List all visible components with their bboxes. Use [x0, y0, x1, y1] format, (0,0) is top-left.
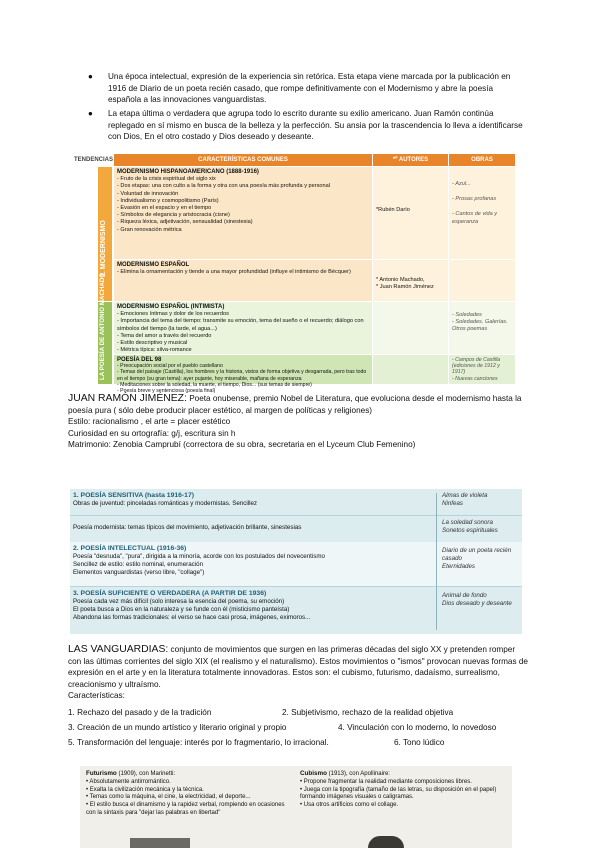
cubismo-image — [368, 836, 404, 848]
line: - Métrica típica: silva-romance — [117, 347, 192, 354]
line: - Elimina la ornamentación y tiende a una mayor profundidad (influye el intimismo de Bécquer) — [117, 269, 351, 276]
line: • Exalta la civilización mecánica y la técnica. — [86, 786, 204, 793]
line: - Importancia del tema del tiempo: transmite su emoción, tema del sueño o el recuerdo; diálogo con símbolos del tiempo (la tarde, el agua...) — [117, 318, 364, 332]
bio-line: Estilo: racionalismo , el arte = placer estético — [68, 417, 231, 426]
table-row — [70, 586, 522, 634]
line: • Temas como la máquina, el cine, la electricidad, el deporte... — [86, 794, 251, 801]
work: Animal de fondo — [442, 592, 487, 599]
table-row — [70, 542, 522, 586]
work: - Nuevas canciones — [452, 375, 498, 382]
header-tendencias: TENDENCIAS — [70, 154, 114, 166]
bio-block — [68, 393, 528, 451]
line: - Evasión en el espacio y en el tiempo — [117, 205, 212, 212]
bio-intro: Poeta onubense, premio Nobel de Literatura, que evoluciona desde el modernismo hasta la poesía pura ( sólo debe producir placer estético, al margen de políticas y religiones) — [68, 394, 522, 415]
line: • Usa otros artificios como el collage. — [300, 802, 399, 809]
line: Abandona las formas tradicionales: el verso se hace casi prosa, imágenes, eximoros... — [73, 614, 311, 621]
author: * Antonio Machado, * Juan Ramón Jiménez — [376, 277, 434, 291]
column-title: Cubismo — [300, 770, 327, 777]
work: Sonetos espirituales — [442, 527, 498, 534]
line: - Temas del paisaje (Castilla), los hombres y la historia, vistos de forma objetiva y desgarrada, pero tras todo en el tiempo (su gran tema): ayer pujante, hoy miserable, mañana de esperanza — [117, 369, 367, 382]
juan-ramon-table — [70, 489, 522, 634]
bullet-item-1 — [88, 71, 528, 106]
futurismo-image — [130, 838, 190, 848]
line: - Fruto de la crisis espiritual del siglo xix — [117, 176, 216, 183]
vanguardias-intro: conjunto de movimientos que surgen en las primeras décadas del siglo XX y pretenden romper con las últimas corrientes del siglo XIX (el realismo y el naturalismo). Estos movimientos o "ismos" provocan nuevas formas de expresión en el arte y en la literatura totalmente innovadoras. Estos son: el cubismo, futurismo, dadaísmo, surrealismo, creacionismo y ultraísmo. — [68, 645, 528, 689]
work: - Prosas profanas — [452, 196, 497, 203]
row-title: 2. POESÍA INTELECTUAL (1916-36) — [73, 545, 187, 552]
header-autores: *º AUTORES — [373, 154, 448, 166]
row-char — [114, 167, 372, 259]
caract-item: 6. Tono lúdico — [394, 738, 445, 747]
line: Sencillez de estilo: estilo nominal, enumeración — [73, 561, 204, 568]
caract-item: 2. Subjetivismo, rechazo de la realidad objetiva — [282, 708, 454, 717]
row-title: MODERNISMO ESPAÑOL (INTIMISTA) — [117, 304, 225, 310]
cubismo-column — [300, 770, 500, 810]
line: Poesía modernista: temas típicos del movimiento, adjetivación brillante, sinestesias — [73, 524, 302, 531]
row-author — [373, 167, 448, 259]
modernismo-table — [70, 154, 515, 395]
bullet-text: Una época intelectual, expresión de la experiencia sin retórica. Esta etapa viene marcada por la publicación en 1916 de Diario de un poeta recién casado, que rompe definitivamente con el Modernismo y abre la poesía española a las innovaciones vanguardistas. — [108, 72, 511, 105]
bullet-text: La etapa última o verdadera que agrupa todo lo escrito durante su exilio americano. Juan Ramón continúa replegado en sí mismo en busca de la belleza y la perfección. Su ansia por la trascendencia lo lleva a identificarse con Dios, En el otro costado y Dios deseado y deseante. — [108, 109, 523, 142]
vanguardias-panel — [80, 766, 512, 848]
row-title: POESÍA DEL 98 — [117, 357, 162, 363]
futurismo-column — [86, 770, 286, 818]
line: • Propone fragmentar la realidad mediante composiciones libres. — [300, 778, 472, 785]
line: Poesía "desnuda", "pura", dirigida a la minoría, acorde con los postulados del novecentismo — [73, 553, 325, 560]
line: - Voluntad de innovación — [117, 190, 179, 197]
work: La soledad sonora — [442, 519, 493, 526]
column-title: Futurismo — [86, 770, 117, 777]
work: - Cantos de vida y esperanza — [452, 211, 498, 225]
table-row — [70, 515, 522, 542]
line: Obras de juventud: pinceladas románticas y modernistas. Sencillez — [73, 500, 257, 507]
work: Diario de un poeta recién casado — [442, 547, 512, 562]
bullet-icon: ● — [88, 72, 93, 81]
work: - Campos de Castilla (ediciones de 1912 y 1917) — [452, 357, 501, 376]
caract-label: Características: — [68, 691, 125, 700]
line: - Preocupación social por el pueblo castellano — [117, 363, 223, 370]
line: - Riqueza léxica, adjetivación, sensualidad (sinestesia) — [117, 219, 253, 226]
column-divider — [436, 493, 437, 630]
row-title: 3. POESÍA SUFICIENTE O VERDADERA (A PARTIR DE 1936) — [73, 590, 267, 597]
line: - Dos etapas: una con culto a la forma y otra con una poesía más profunda y personal — [117, 183, 330, 190]
line: • Absolutamente antirromántico. — [86, 778, 171, 785]
row-author — [373, 302, 448, 354]
vanguardias-block — [68, 644, 528, 702]
work: - Soledades — [452, 312, 482, 318]
column-subtitle: (1913), con Apollinaire: — [326, 771, 390, 777]
caract-row — [68, 722, 528, 734]
row-author — [373, 260, 448, 301]
line: • El estilo busca el dinamismo y la rapidez verbal, rompiendo en ocasiones con la sintaxis para "dejar las palabras en libertad" — [86, 802, 285, 816]
work: Almas de violeta — [442, 492, 488, 499]
work: - Azul... — [452, 181, 471, 187]
work: Dios deseado y deseante — [442, 600, 512, 607]
group-label: 1. MODERNISMO — [100, 220, 107, 277]
caract-row — [68, 737, 528, 749]
row-works — [449, 260, 515, 301]
work: Eternidades — [442, 563, 476, 570]
bullet-icon: ● — [88, 109, 93, 118]
row-title: MODERNISMO ESPAÑOL — [117, 262, 190, 268]
group-label: LA POESÍA DE ANTONIO MACHADO — [99, 272, 106, 380]
line: • Juega con la tipografía (tamaño de las letras, su disposición en el papel) formando imágenes visuales o caligramas. — [300, 786, 497, 801]
line: - Poesía breve y sentenciosa (poesía final) — [117, 388, 216, 395]
row-author — [373, 355, 448, 384]
header-caracteristicas: CARACTERÍSTICAS COMUNES — [114, 154, 372, 166]
caract-row — [68, 707, 528, 719]
vanguardias-heading: LAS VANGUARDIAS: — [68, 644, 169, 655]
table-row — [70, 489, 522, 515]
caract-item: 1. Rechazo del pasado y de la tradición — [68, 708, 212, 717]
work: Ninfeas — [442, 500, 463, 507]
column-subtitle: (1909), con Marinetti: — [116, 771, 176, 777]
row-title: MODERNISMO HISPANOAMERICANO (1888-1916) — [117, 169, 259, 175]
line: Elementos vanguardistas (verso libre, "collage") — [73, 569, 205, 576]
row-char — [114, 302, 372, 354]
caract-item: 5. Transformación del lenguaje: interés por lo fragmentario, lo irracional. — [68, 738, 329, 747]
line: - Emociones íntimas y dolor de los recuerdos — [117, 311, 229, 318]
bullet-item-2 — [88, 108, 528, 143]
caract-item: 4. Vinculación con lo moderno, lo novedoso — [338, 723, 497, 732]
line: - Individualismo y cosmopolitismo (París) — [117, 197, 219, 204]
row-char — [114, 355, 372, 395]
line: - Gran renovación métrica — [117, 226, 182, 233]
line: El poeta busca a Dios en la naturaleza y se funde con él (misticismo panteísta) — [73, 606, 290, 613]
work: - Soledades. Galerías. Otros poemas — [452, 319, 508, 333]
bio-line: Curiosidad en su ortografía: g/j, escritura sin h — [68, 428, 236, 438]
row-works — [449, 355, 515, 384]
line: - Estilo descriptivo y musical — [117, 340, 188, 347]
row-char — [114, 260, 372, 301]
row-works — [449, 302, 515, 354]
header-obras: OBRAS — [449, 154, 515, 166]
bio-heading: JUAN RAMÓN JIMÉNEZ: — [68, 393, 187, 404]
line: Poesía cada vez más difícil (solo interesa la esencia del poema, su emoción) — [73, 598, 285, 605]
row-works — [449, 167, 515, 259]
bio-line: Matrimonio: Zenobia Camprubí (correctora de su obra, secretaria en el Lyceum Club Femenino) — [68, 440, 416, 449]
author: *Rubén Darío — [376, 207, 410, 213]
row-title: 1. POESÍA SENSITIVA (hasta 1916-17) — [73, 492, 195, 499]
caract-item: 3. Creación de un mundo artístico y literario original y propio — [68, 723, 287, 732]
line: - Símbolos de elegancia y aristocracia (cisne) — [117, 212, 230, 219]
line: - Meditaciones sobre la soledad, la muerte, el tiempo, Dios... (sus temas de siempre) — [117, 381, 312, 388]
line: - Tema del amor a través del recuerdo — [117, 332, 212, 339]
group-machado — [98, 272, 112, 384]
